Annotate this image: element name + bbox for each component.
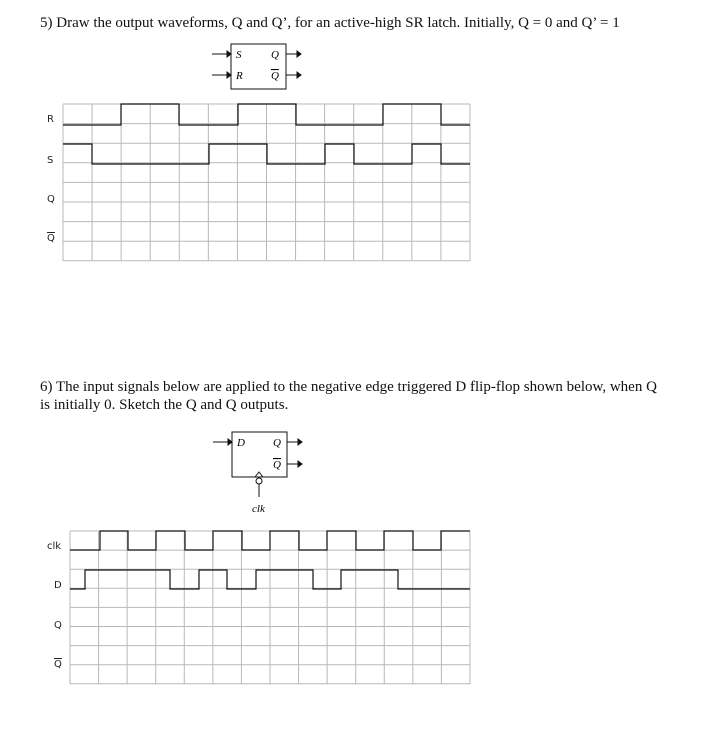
waveform-clk: [70, 531, 470, 550]
sr-latch-symbol: [212, 44, 301, 89]
d-flipflop-d-label: D: [237, 437, 245, 449]
signal-label-s: S: [47, 155, 54, 166]
arrow-icon: [297, 72, 301, 78]
signal-label-q6-bar: $\overline{Q}$: [54, 659, 62, 670]
signal-label-q6: Q: [54, 620, 62, 631]
d-flipflop-qbar-label: Q: [273, 459, 281, 471]
arrow-icon: [298, 439, 302, 445]
arrow-icon: [228, 439, 232, 445]
signal-label-r: R: [47, 114, 54, 125]
inversion-bubble-icon: [256, 478, 262, 484]
timing-grid-problem-6: [70, 531, 470, 684]
signal-label-q: Q: [47, 194, 55, 205]
sr-latch-s-label: S: [236, 49, 242, 61]
d-flipflop-symbol: [213, 432, 302, 497]
arrow-icon: [297, 51, 301, 57]
problem-6-text-line1: 6) The input signals below are applied to the negative edge triggered D flip-flop shown below, when Q: [40, 379, 657, 395]
signal-label-q-bar: $\overline{Q}$: [47, 233, 55, 244]
sr-latch-q-label: Q: [271, 49, 279, 61]
arrow-icon: [227, 51, 231, 57]
d-flipflop-clk-label: clk: [252, 503, 265, 515]
timing-grid-problem-5: [63, 104, 470, 261]
problem-5-text: 5) Draw the output waveforms, Q and Q’, for an active-high SR latch. Initially, Q = 0 and Q’ = 1: [40, 15, 620, 31]
signal-label-clk: clk: [47, 541, 62, 552]
sr-latch-r-label: R: [236, 70, 243, 82]
d-flipflop-q-label: Q: [273, 437, 281, 449]
arrow-icon: [298, 461, 302, 467]
arrow-icon: [227, 72, 231, 78]
problem-6-text-line2: is initially 0. Sketch the Q and Q outputs.: [40, 397, 289, 413]
sr-latch-qbar-label: Q: [271, 70, 279, 82]
waveform-s: [63, 144, 470, 164]
signal-label-d: D: [54, 580, 62, 591]
